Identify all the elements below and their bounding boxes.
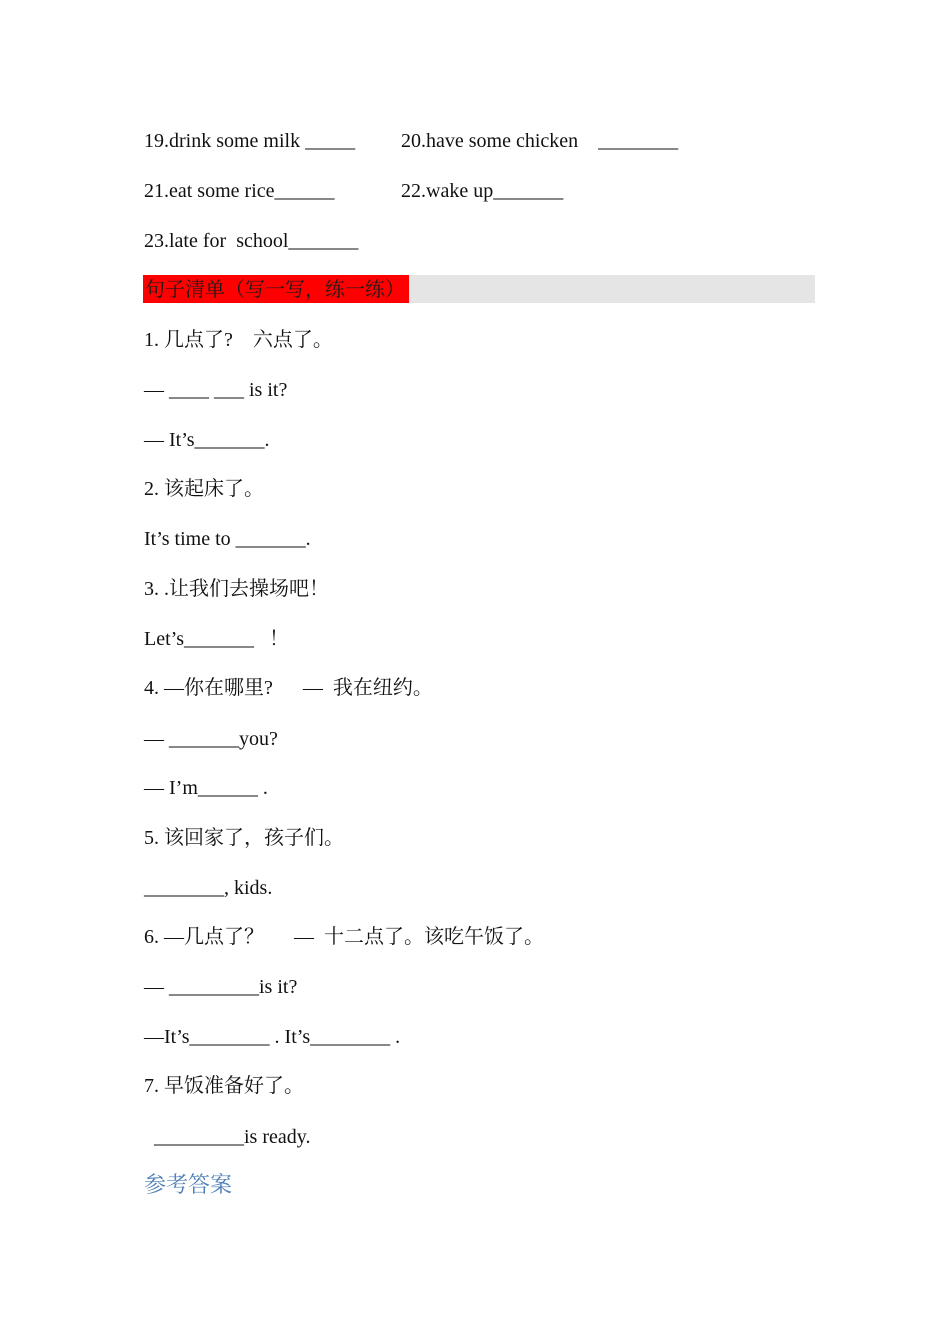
vocab-item-23: 23.late for school_______ (144, 230, 359, 252)
sentence-6-answer: —It’s________ . It’s________ . (144, 1026, 401, 1048)
sentence-1-prompt: 1. 几点了? 六点了。 (144, 329, 333, 351)
sentence-3-prompt: 3. .让我们去操场吧！ (144, 578, 329, 600)
answers-heading: 参考答案 (144, 1173, 233, 1198)
sentence-6-question: — _________is it? (144, 976, 298, 998)
vocab-item-22: 22.wake up_______ (401, 180, 564, 202)
sentence-3-blank: Let’s_______ ！ (144, 628, 289, 650)
sentence-2-prompt: 2. 该起床了。 (144, 478, 264, 500)
sentence-4-answer: — I’m______ . (144, 777, 268, 799)
sentence-4-question: — _______you? (144, 728, 278, 750)
section-banner (143, 275, 815, 303)
vocab-item-21: 21.eat some rice______ (144, 180, 335, 202)
sentence-2-blank: It’s time to _______. (144, 528, 311, 550)
section-title: 句子清单（写一写，练一练） (143, 275, 409, 303)
sentence-1-question: — ____ ___ is it? (144, 379, 288, 401)
sentence-5-blank: ________, kids. (144, 877, 273, 899)
vocab-item-20: 20.have some chicken ________ (401, 130, 679, 152)
sentence-7-prompt: 7. 早饭准备好了。 (144, 1075, 304, 1097)
vocab-item-19: 19.drink some milk _____ (144, 130, 356, 152)
sentence-6-prompt: 6. —几点了？ — 十二点了。该吃午饭了。 (144, 926, 544, 948)
sentence-4-prompt: 4. —你在哪里? — 我在纽约。 (144, 677, 433, 699)
sentence-5-prompt: 5. 该回家了，孩子们。 (144, 827, 344, 849)
sentence-1-answer: — It’s_______. (144, 429, 270, 451)
sentence-7-blank: _________is ready. (144, 1126, 311, 1148)
